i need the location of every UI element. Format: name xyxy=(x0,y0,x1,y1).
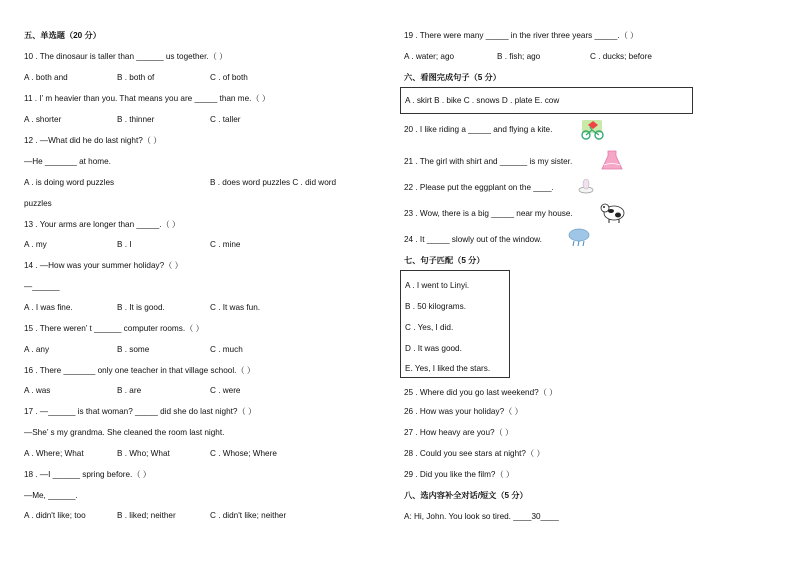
option: C . didn't like; neither xyxy=(210,511,287,520)
question-29: 29 . Did you like the film?（ ） xyxy=(404,470,515,479)
question-26: 26 . How was your holiday?（ ） xyxy=(404,407,523,416)
question-14-line-2: —______ xyxy=(24,282,60,291)
answer-option: E. Yes, I liked the stars. xyxy=(405,364,491,373)
option: C . ducks; before xyxy=(590,52,652,61)
question-12-options-cont: puzzles xyxy=(24,199,52,208)
option: C . It was fun. xyxy=(210,303,261,312)
option: C . Whose; Where xyxy=(210,449,277,458)
question-18-line-2: —Me, ______. xyxy=(24,491,78,500)
question-14: 14 . —How was your summer holiday?（ ） xyxy=(24,261,183,270)
question-12: 12 . —What did he do last night?（ ） xyxy=(24,136,162,145)
option: B . both of xyxy=(117,73,155,82)
word-bank: A . skirt B . bike C . snows D . plate E. cow xyxy=(405,96,560,105)
plate-icon xyxy=(577,176,595,196)
dialog-line-a: A: Hi, John. You look so tired. ____30____ xyxy=(404,512,559,521)
section-7-heading: 七、句子匹配（5 分） xyxy=(404,256,485,265)
question-17: 17 . —______ is that woman? _____ did she do last night?（ ） xyxy=(24,407,257,416)
answer-option: D . It was good. xyxy=(405,344,462,353)
question-23: 23 . Wow, there is a big _____ near my house. xyxy=(404,209,573,218)
cow-icon xyxy=(599,200,627,224)
word-bank-box xyxy=(400,87,693,114)
question-13: 13 . Your arms are longer than _____.（ ） xyxy=(24,220,181,229)
option: B . fish; ago xyxy=(497,52,541,61)
option: A . was xyxy=(24,386,51,395)
option: A . is doing word puzzles xyxy=(24,178,115,187)
question-11: 11 . I’ m heavier than you. That means you are _____ than me.（ ） xyxy=(24,94,271,103)
pink-skirt-icon xyxy=(599,149,625,171)
question-21: 21 . The girl with shirt and ______ is my sister. xyxy=(404,157,573,166)
section-5-heading: 五、单选题（20 分） xyxy=(24,31,101,40)
question-25: 25 . Where did you go last weekend?（ ） xyxy=(404,388,558,397)
question-22: 22 . Please put the eggplant on the ____. xyxy=(404,183,554,192)
question-24: 24 . It _____ slowly out of the window. xyxy=(404,235,542,244)
option: C . were xyxy=(210,386,241,395)
option: B . It is good. xyxy=(117,303,165,312)
option: A . my xyxy=(24,240,47,249)
option: C . taller xyxy=(210,115,241,124)
question-12-line-2: —He _______ at home. xyxy=(24,157,111,166)
option: C . mine xyxy=(210,240,241,249)
section-6-heading: 六、看图完成句子（5 分） xyxy=(404,73,501,82)
option: A . any xyxy=(24,345,50,354)
question-16: 16 . There _______ only one teacher in that village school.（ ） xyxy=(24,366,256,375)
option: A . water; ago xyxy=(404,52,455,61)
option: C . of both xyxy=(210,73,248,82)
section-8-heading: 八、选内容补全对话/短文（5 分） xyxy=(404,491,528,500)
option: B . liked; neither xyxy=(117,511,176,520)
rain-cloud-icon xyxy=(567,226,591,248)
option: A . both and xyxy=(24,73,68,82)
question-18: 18 . —I ______ spring before.（ ） xyxy=(24,470,151,479)
option: A . didn't like; too xyxy=(24,511,86,520)
answer-option: C . Yes, I did. xyxy=(405,323,454,332)
option: A . I was fine. xyxy=(24,303,73,312)
option: A . shorter xyxy=(24,115,62,124)
answer-option: B . 50 kilograms. xyxy=(405,302,466,311)
option: B . Who; What xyxy=(117,449,170,458)
question-15: 15 . There weren’ t ______ computer rooms.（ ） xyxy=(24,324,204,333)
option: B . thinner xyxy=(117,115,155,124)
answer-option: A . I went to Linyi. xyxy=(405,281,470,290)
option: B . are xyxy=(117,386,142,395)
option: B . does word puzzles C . did word xyxy=(210,178,337,187)
question-19: 19 . There were many _____ in the river three years _____.（ ） xyxy=(404,31,639,40)
answer-options-box xyxy=(400,270,510,378)
option: A . Where; What xyxy=(24,449,84,458)
question-28: 28 . Could you see stars at night?（ ） xyxy=(404,449,545,458)
bike-kite-icon xyxy=(578,118,608,140)
question-20: 20 . I like riding a _____ and flying a kite. xyxy=(404,125,553,134)
question-17-line-2: —She’ s my grandma. She cleaned the room last night. xyxy=(24,428,225,437)
question-10: 10 . The dinosaur is taller than ______ us together.（ ） xyxy=(24,52,228,61)
option: B . some xyxy=(117,345,150,354)
option: B . I xyxy=(117,240,132,249)
option: C . much xyxy=(210,345,243,354)
question-27: 27 . How heavy are you?（ ） xyxy=(404,428,514,437)
